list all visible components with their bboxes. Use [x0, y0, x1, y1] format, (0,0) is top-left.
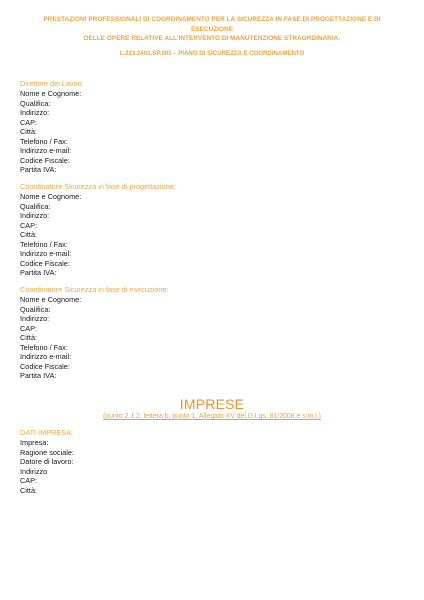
- field-indirizzo: Indirizzo:: [20, 211, 50, 221]
- field-cap: CAP:: [20, 220, 38, 230]
- field-telefono-fax: Telefono / Fax:: [20, 136, 68, 146]
- section-coordinatore-progettazione: [20, 182, 320, 278]
- field-nome-cognome: Nome e Cognome:: [20, 89, 82, 98]
- field-qualifica: Qualifica:: [20, 98, 51, 108]
- section-title: Coordinatore Sicurezza in fase di progettazione:: [20, 182, 176, 191]
- field-email: Indirizzo e-mail:: [20, 352, 72, 362]
- field-telefono-fax: Telefono / Fax:: [20, 342, 68, 352]
- field-ragione-sociale: Ragione sociale:: [20, 447, 74, 457]
- header-title-line-2: DELLE OPERE RELATIVE ALL'INTERVENTO DI MANUTENZIONE STRAORDINARIA.: [83, 35, 341, 42]
- field-citta: Città:: [20, 127, 38, 137]
- field-impresa: Impresa:: [20, 438, 49, 447]
- field-email: Indirizzo e-mail:: [20, 146, 72, 156]
- field-email: Indirizzo e-mail:: [20, 249, 72, 259]
- field-telefono-fax: Telefono / Fax:: [20, 239, 68, 249]
- imprese-heading: IMPRESE: [179, 396, 245, 412]
- field-indirizzo: Indirizzo:: [20, 314, 50, 324]
- field-qualifica: Qualifica:: [20, 201, 51, 211]
- field-cap: CAP:: [20, 323, 38, 333]
- field-cap: CAP:: [20, 117, 38, 127]
- field-citta: Città:: [20, 230, 38, 240]
- section-dati-impresa: [20, 428, 320, 495]
- header-title-line-1: PRESTAZIONI PROFESSIONALI DI COORDINAMENTO PER LA SICUREZZA IN FASE DI PROGETTAZIONE E DI ESECUZIONE: [43, 16, 381, 33]
- imprese-reference: (punto 2.1.2, lettera b, punto 1, Allegato XV del D.Lgs. 81/2008 e s.m.i.): [103, 413, 321, 420]
- section-title: Direttore dei Lavori:: [20, 79, 84, 88]
- field-partita-iva: Partita IVA:: [20, 268, 57, 278]
- field-partita-iva: Partita IVA:: [20, 371, 57, 381]
- field-indirizzo: Indirizzo:: [20, 108, 50, 118]
- section-direttore-lavori: [20, 79, 320, 175]
- field-codice-fiscale: Codice Fiscale:: [20, 361, 70, 371]
- field-qualifica: Qualifica:: [20, 304, 51, 314]
- section-title: DATI IMPRESA:: [20, 428, 73, 437]
- field-citta: Città:: [20, 333, 38, 343]
- field-codice-fiscale: Codice Fiscale:: [20, 155, 70, 165]
- document-header-title: [26, 15, 398, 44]
- field-codice-fiscale: Codice Fiscale:: [20, 258, 70, 268]
- section-coordinatore-esecuzione: [20, 285, 320, 381]
- field-nome-cognome: Nome e Cognome:: [20, 295, 82, 304]
- field-cap: CAP:: [20, 476, 38, 486]
- field-citta: Città:: [20, 485, 38, 495]
- section-title: Coordinatore Sicurezza in fase di esecuzione:: [20, 285, 169, 294]
- field-partita-iva: Partita IVA:: [20, 165, 57, 175]
- field-nome-cognome: Nome e Cognome:: [20, 192, 82, 201]
- document-code: L.223.2401.SP.001 – PIANO DI SICUREZZA E COORDINAMENTO: [119, 50, 305, 57]
- field-indirizzo: Indirizzo: [20, 466, 48, 476]
- field-datore-lavoro: Datore di lavoro:: [20, 457, 74, 467]
